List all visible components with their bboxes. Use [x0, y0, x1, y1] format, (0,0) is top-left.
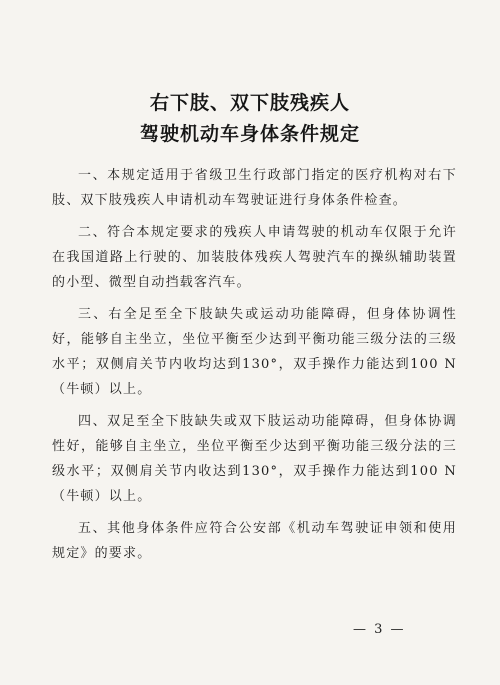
paragraph-3: 三、右全足至全下肢缺失或运动功能障碍，但身体协调性好，能够自主坐立，坐位平衡至少达到平衡功能三级分法的三级水平；双侧肩关节内收均达到130°，双手操作力能达到100 N（牛顿）以上。: [52, 307, 457, 397]
paragraph-5: 五、其他身体条件应符合公安部《机动车驾驶证申领和使用规定》的要求。: [52, 521, 457, 561]
page-number: — 3 —: [353, 622, 406, 637]
paragraph-4: 四、双足至全下肢缺失或双下肢运动功能障碍，但身体协调性好，能够自主坐立，坐位平衡至少达到平衡功能三级分法的三级水平；双侧肩关节内收达到130°，双手操作力能达到100 N（牛顿）以上。: [52, 414, 457, 504]
document-title: [0, 88, 500, 150]
title-line-2: 驾驶机动车身体条件规定: [139, 123, 360, 145]
paragraph-1: 一、本规定适用于省级卫生行政部门指定的医疗机构对右下肢、双下肢残疾人申请机动车驾驶证进行身体条件检查。: [52, 168, 457, 208]
paragraph-2: 二、符合本规定要求的残疾人申请驾驶的机动车仅限于允许在我国道路上行驶的、加装肢体残疾人驾驶汽车的操纵辅助装置的小型、微型自动挡载客汽车。: [52, 225, 457, 290]
document-body: [52, 163, 457, 573]
title-line-1: 右下肢、双下肢残疾人: [149, 92, 350, 114]
